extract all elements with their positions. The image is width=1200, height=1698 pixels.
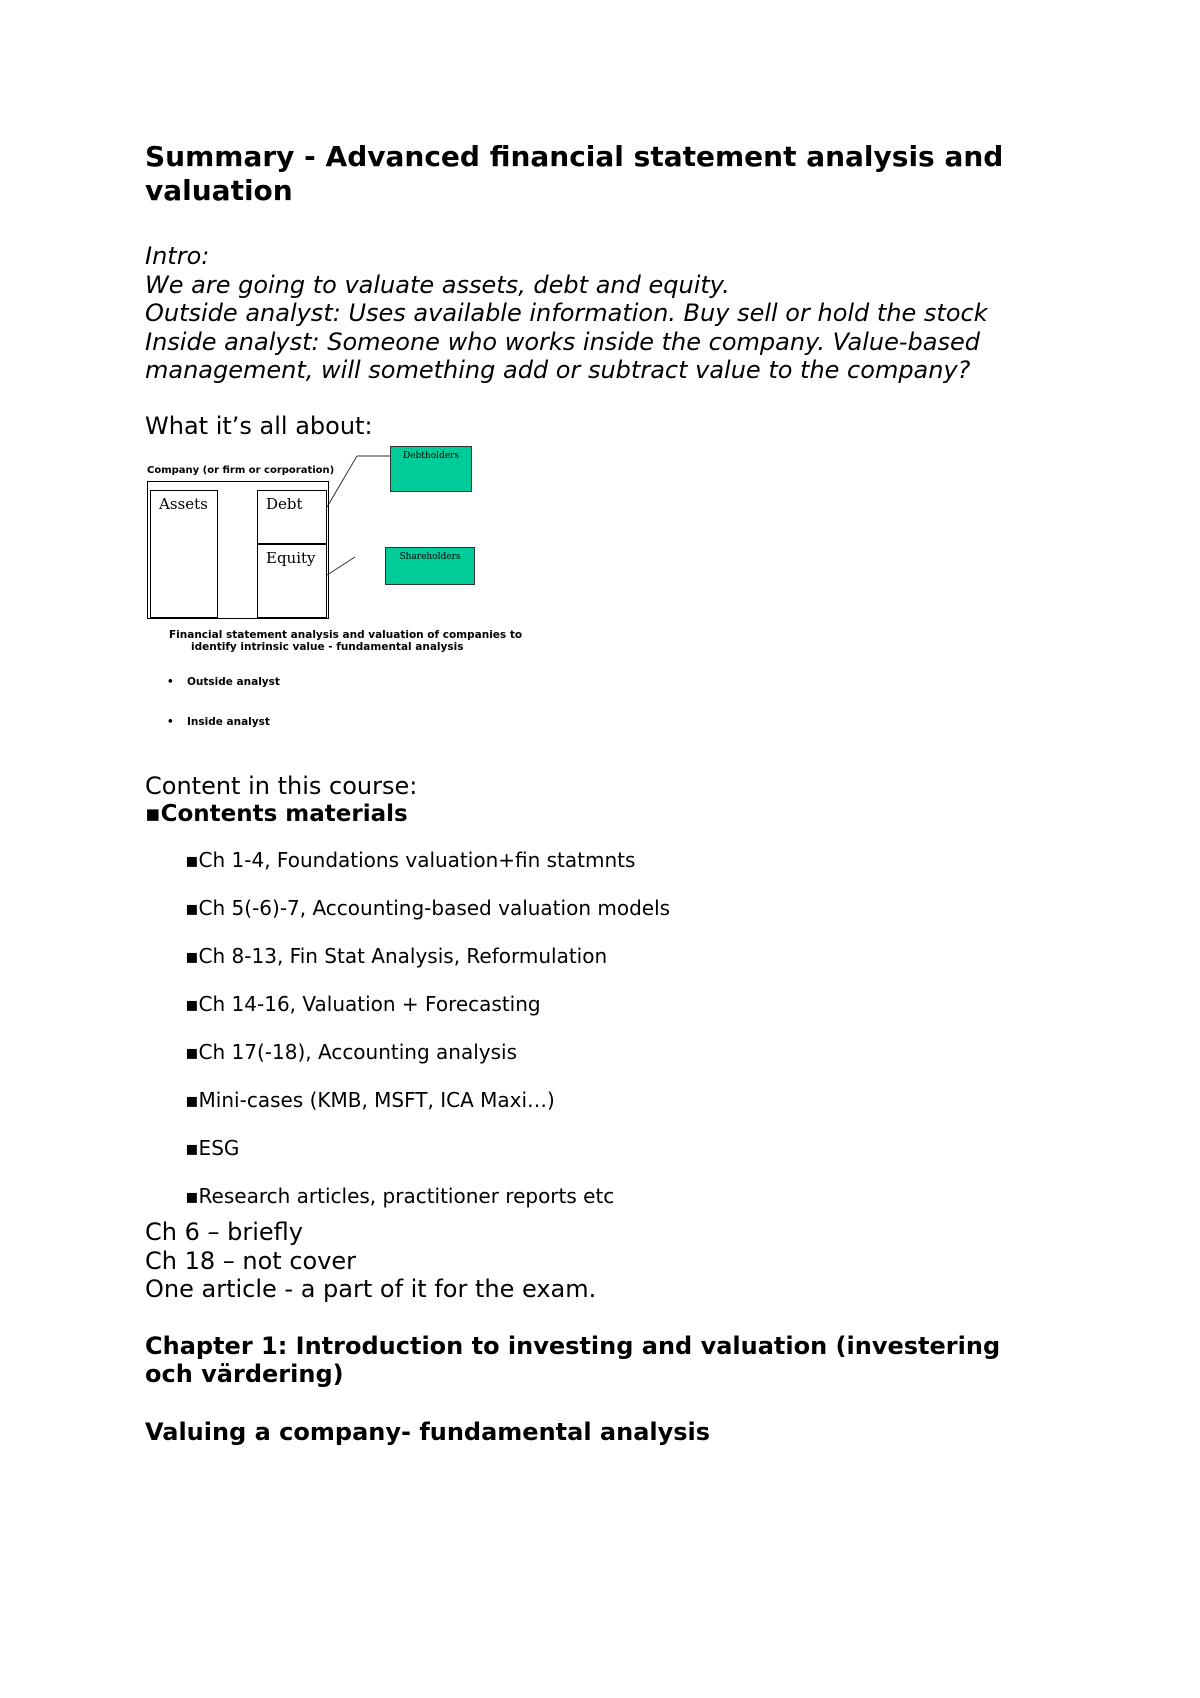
intro-section [145, 242, 988, 385]
debtholders-box [390, 446, 472, 492]
list-item: ▪Ch 14-16, Valuation + Forecasting [185, 992, 541, 1016]
figure-caption-line: Financial statement analysis and valuation of companies to [169, 629, 523, 641]
equity-connector [327, 557, 355, 575]
valuing-heading: Valuing a company- fundamental analysis [145, 1418, 711, 1446]
debt-connector [327, 456, 357, 507]
figure-caption-line: identify intrinsic value - fundamental analysis [191, 641, 464, 653]
list-item: ▪Research articles, practitioner reports etc [185, 1184, 615, 1208]
bullet-glyph: • [167, 676, 174, 688]
equity-box [257, 544, 327, 618]
figure-bullet-label: Inside analyst [187, 716, 270, 728]
figure-bullet-label: Outside analyst [187, 676, 280, 688]
note-line: Ch 18 – not cover [145, 1246, 357, 1275]
shareholders-label: Shareholders [399, 552, 461, 562]
document-title: Summary - Advanced financial statement analysis and valuation [145, 140, 1004, 207]
intro-line: management, will something add or subtract value to the company? [145, 356, 971, 384]
debtholders-label: Debtholders [402, 451, 460, 461]
assets-label: Assets [159, 495, 208, 513]
equity-label: Equity [266, 549, 316, 567]
figure-caption [169, 629, 522, 653]
assets-box [150, 490, 218, 618]
course-content-list [185, 848, 670, 1232]
content-heading: Content in this course: [145, 772, 418, 800]
company-label: Company (or firm or corporation) [147, 465, 335, 476]
list-item: ▪Ch 5(-6)-7, Accounting-based valuation models [185, 896, 671, 920]
debt-box [257, 490, 327, 544]
figure-bullet-item [167, 676, 280, 688]
list-item: ▪Ch 1-4, Foundations valuation+fin statmnts [185, 848, 636, 872]
intro-label: Intro: [145, 242, 210, 270]
note-line: Ch 6 – briefly [145, 1218, 303, 1246]
list-item: ▪ESG [185, 1136, 240, 1160]
list-item: ▪Ch 8-13, Fin Stat Analysis, Reformulation [185, 944, 608, 968]
list-item: ▪Ch 17(-18), Accounting analysis [185, 1040, 518, 1064]
intro-line: We are going to valuate assets, debt and equity. [145, 270, 730, 299]
what-about-heading: What it’s all about: [145, 412, 373, 440]
company-diagram [145, 445, 565, 735]
list-item: ▪Mini-cases (KMB, MSFT, ICA Maxi…) [185, 1088, 555, 1112]
chapter-1-heading: Chapter 1: Introduction to investing and valuation (investering och värdering) [145, 1332, 1001, 1388]
shareholders-box [385, 547, 475, 585]
bullet-glyph: • [167, 716, 174, 728]
debt-label: Debt [266, 495, 303, 513]
intro-line: Inside analyst: Someone who works inside the company. Value-based [145, 327, 980, 356]
contents-materials-heading: ▪Contents materials [145, 801, 408, 827]
intro-line: Outside analyst: Uses available information. Buy sell or hold the stock [145, 299, 988, 327]
note-line: One article - a part of it for the exam. [145, 1275, 597, 1303]
course-notes [145, 1218, 596, 1304]
figure-bullet-item [167, 716, 270, 728]
